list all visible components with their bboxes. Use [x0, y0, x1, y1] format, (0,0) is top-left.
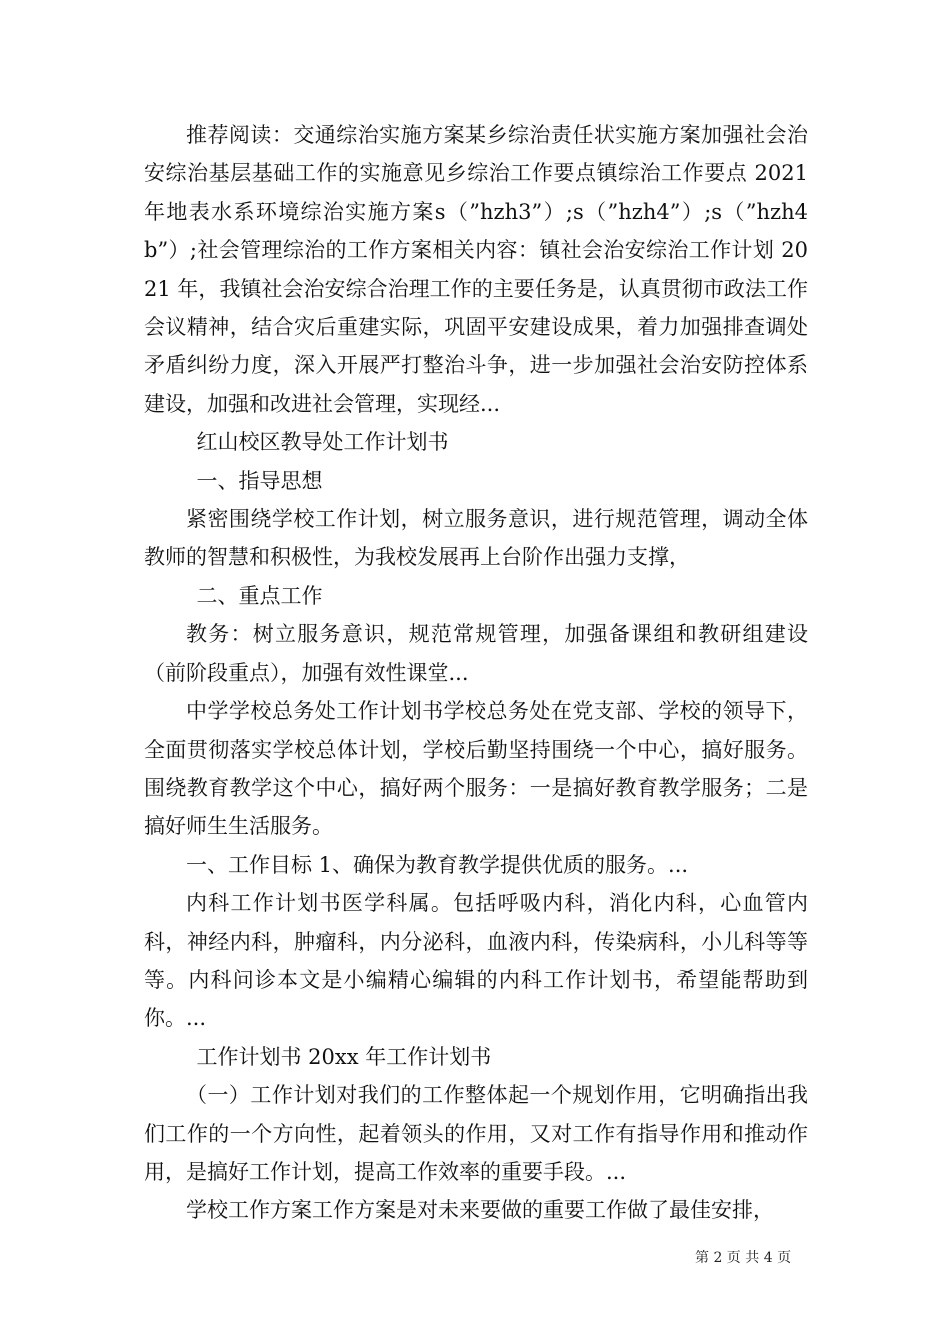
paragraph-guiding-thought: 紧密围绕学校工作计划，树立服务意识，进行规范管理，调动全体教师的智慧和积极性，为我校发展再上台阶作出强力支撑， [144, 507, 808, 570]
document-body [144, 116, 808, 1230]
section-title-work-plan: 工作计划书 20xx 年工作计划书 [196, 1044, 492, 1069]
heading-key-work: 二、重点工作 [196, 583, 323, 608]
paragraph-recommended-reading: 推荐阅读：交通综治实施方案某乡综治责任状实施方案加强社会治安综治基层基础工作的实施意见乡综治工作要点镇综治工作要点 2021 年地表水系环境综治实施方案s（”hzh3”）;s（”hzh4”）;s（”hzh4b”）;社会管理综治的工作方案相关内容：镇社会治安综治工作计划 2021 年，我镇社会治安综合治理工作的主要任务是，认真贯彻市政法工作会议精神，结合灾后重建实际，巩固平安建设成果，着力加强排查调处矛盾纠纷力度，深入开展严打整治斗争，进一步加强社会治安防控体系建设，加强和改进社会管理，实现经... [144, 123, 808, 416]
page-indicator: 第 2 页 共 4 页 [695, 1250, 792, 1266]
paragraph-school-work-scheme: 学校工作方案工作方案是对未来要做的重要工作做了最佳安排， [186, 1198, 774, 1223]
paragraph-work-plan-role: （一）工作计划对我们的工作整体起一个规划作用，它明确指出我们工作的一个方向性，起着领头的作用，又对工作有指导作用和推动作用，是搞好工作计划，提高工作效率的重要手段。... [144, 1083, 808, 1184]
paragraph-general-affairs-plan: 中学学校总务处工作计划书学校总务处在党支部、学校的领导下，全面贯彻落实学校总体计划，学校后勤坚持围绕一个中心，搞好服务。围绕教育教学这个中心，搞好两个服务：一是搞好教育教学服务；二是搞好师生生活服务。 [144, 699, 808, 839]
heading-guiding-thought: 一、指导思想 [196, 468, 323, 493]
paragraph-academic-affairs: 教务：树立服务意识，规范常规管理，加强备课组和教研组建设（前阶段重点），加强有效性课堂... [144, 622, 808, 685]
paragraph-work-goals: 一、工作目标 1、确保为教育教学提供优质的服务。... [186, 852, 689, 877]
paragraph-internal-medicine-plan: 内科工作计划书医学科属。包括呼吸内科，消化内科，心血管内科，神经内科，肿瘤科，内分泌科，血液内科，传染病科，小儿科等等等。内科问诊本文是小编精心编辑的内科工作计划书，希望能帮助到你。... [144, 891, 808, 1031]
section-title-teaching-office-plan: 红山校区教导处工作计划书 [196, 430, 449, 455]
